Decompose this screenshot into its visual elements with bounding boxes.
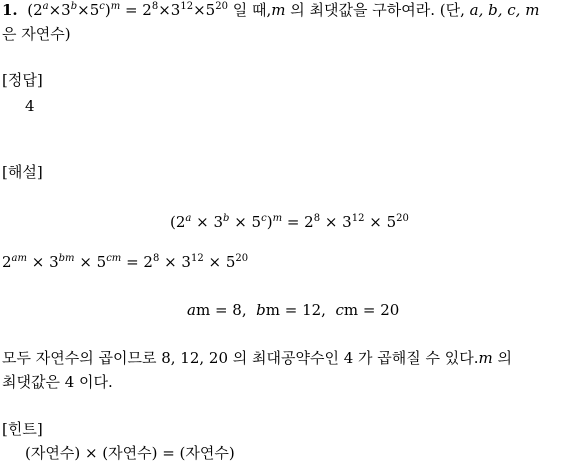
problem-condition-vars: a, b, c, m: [469, 1, 540, 19]
problem-var-m: m: [271, 1, 286, 19]
solution-text-line2: 최댓값은 4 이다.: [2, 373, 113, 391]
problem-text-mid: 의 최댓값을 구하여라. (단,: [290, 1, 465, 19]
solution-heading: [해설]: [2, 163, 43, 181]
solution-display-eq1: $(2^a \times 3^b \times 5^c)^m = 2^8 \times 3^{12} \times 5^{20}$: [170, 213, 409, 231]
problem-text-line2: 은 자연수): [2, 25, 71, 43]
problem-number: 1.: [2, 1, 18, 19]
solution-text-line1: [2, 348, 512, 368]
problem-equation: $(2^a\times 3^b\times 5^c)^m = 2^8\times 3^{12}\times 5^{20}$: [22, 1, 228, 19]
hint-heading: [힌트]: [2, 420, 43, 438]
hint-text: (자연수) × (자연수) = (자연수): [25, 444, 235, 462]
solution-text-a: 모두 자연수의 곱이므로 8, 12, 20 의 최대공약수인 4 가 곱해질 수 있다.: [2, 349, 479, 367]
problem-text-after: 일 때,: [232, 1, 272, 19]
solution-display-eq3: am = 8, bm = 12, cm = 20: [187, 301, 400, 319]
problem-line-1: [2, 0, 539, 20]
answer-heading: [정답]: [2, 71, 43, 89]
solution-var-m: m: [478, 349, 493, 367]
answer-value: 4: [25, 97, 35, 115]
problem-line-2: [2, 24, 71, 44]
solution-eq2: $2^{am} \times 3^{bm} \times 5^{cm} = 2^8 \times 3^{12} \times 5^{20}$: [2, 253, 249, 271]
solution-text-b: 의: [492, 349, 513, 367]
